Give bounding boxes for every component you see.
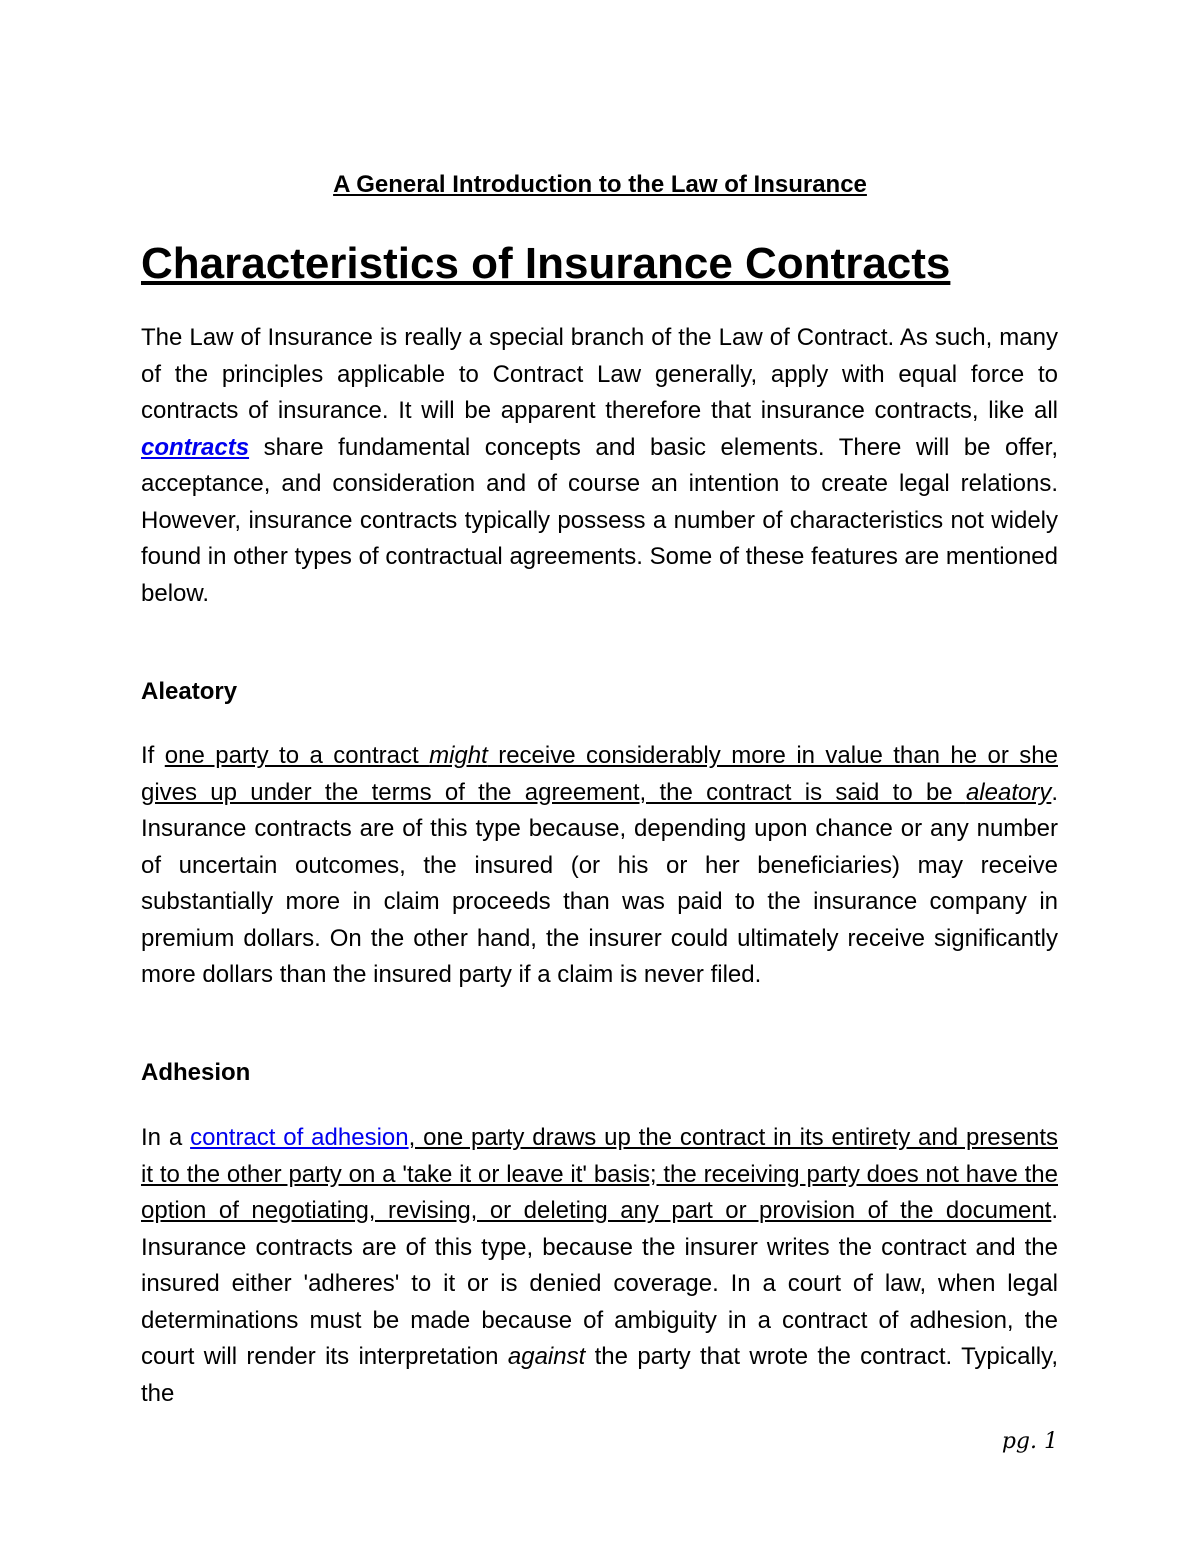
adhesion-against: against: [507, 1343, 586, 1370]
main-heading: Characteristics of Insurance Contracts: [141, 239, 951, 288]
adhesion-heading: Adhesion: [141, 1059, 251, 1086]
aleatory-rest: . Insurance contracts are of this type because, depending upon chance or any number of uncertain outcomes, the insured (or his or her beneficiaries) may receive substantially more in claim proceeds than was paid to the insurance company in premium dollars. On the other hand, the insurer could ultimately receive significantly more dollars than the insured party if a claim is never filed.: [141, 778, 1058, 988]
aleatory-underlined-1: one party to a contract: [164, 742, 430, 769]
aleatory-heading: Aleatory: [141, 678, 238, 705]
aleatory-term: aleatory: [965, 778, 1052, 806]
adhesion-underlined: , one party draws up the contract in its entirety and presents it to the other party on a 'take it or leave it' basis; the receiving party does not have the option of negotiating, revising, or deleting any part or provision of the document: [141, 1124, 1058, 1224]
intro-text-end: share fundamental concepts and basic elements. There will be offer, acceptance, and consideration and of course an intention to create legal relations. However, insurance contracts typically possess a number of characteristics not widely found in other types of contractual agreements. Some of these features are mentioned below.: [141, 433, 1058, 607]
adhesion-lead: In a: [141, 1124, 191, 1151]
aleatory-might: might: [429, 742, 488, 769]
aleatory-underlined-2: receive considerably more in value than he or she gives up under the terms of the agreement, the contract is said to be: [141, 742, 1058, 806]
contract-of-adhesion-link[interactable]: contract of adhesion: [190, 1124, 409, 1151]
aleatory-paragraph: [141, 738, 1058, 994]
intro-text-start: The Law of Insurance is really a special branch of the Law of Contract. As such, many of the principles applicable to Contract Law generally, apply with equal force to contracts of insurance. It will be apparent therefore that insurance contracts, like all: [141, 324, 1058, 424]
aleatory-lead: If: [141, 742, 165, 769]
page-number: pg. 1: [1001, 1429, 1058, 1454]
adhesion-rest-2: the party that wrote the contract. Typically, the: [141, 1343, 1059, 1407]
adhesion-paragraph: [141, 1120, 1058, 1412]
contracts-link[interactable]: contracts: [141, 433, 250, 461]
intro-paragraph: [141, 320, 1058, 612]
adhesion-rest-1: . Insurance contracts are of this type, because the insurer writes the contract and the insured either 'adheres' to it or is denied coverage. In a court of law, when legal determinations must be made because of ambiguity in a contract of adhesion, the court will render its interpretation: [141, 1197, 1058, 1370]
document-title: A General Introduction to the Law of Insurance: [333, 171, 867, 198]
